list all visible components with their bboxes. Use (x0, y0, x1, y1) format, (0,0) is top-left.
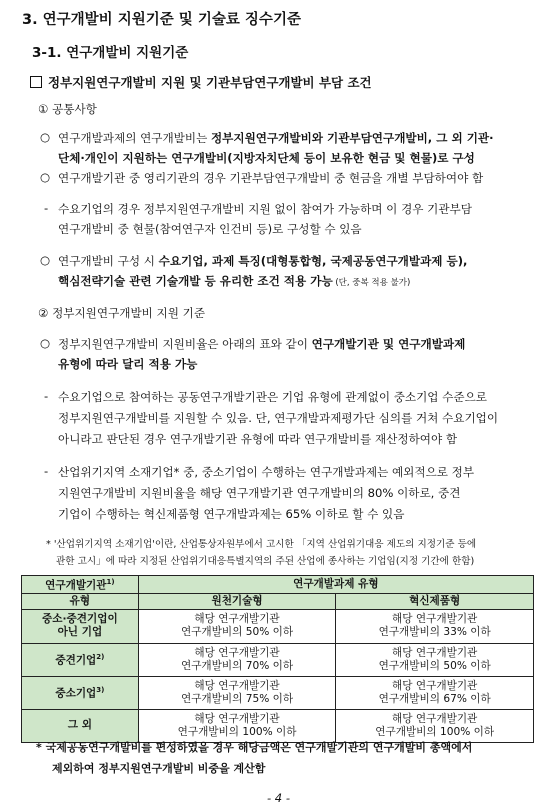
bullet-circle-icon: ○ (40, 253, 51, 267)
table-header-task-type: 연구개발과제 유형 (138, 576, 533, 594)
cell-innovative-product: 해당 연구개발기관 연구개발비의 50% 이하 (336, 643, 534, 676)
table-header-org: 연구개발기관$^{1)}$ (22, 576, 139, 594)
bullet-circle-icon: ○ (40, 130, 51, 144)
cell-innovative-product: 해당 연구개발기관 연구개발비의 33% 이하 (336, 609, 534, 643)
gov-dash-2-line2: 지원연구개발비 지원비율을 해당 연구개발기관 연구개발비의 80% 이하로, 중견 (58, 486, 461, 500)
intl-joint-footnote-line1: * 국제공동연구개발비를 편성하였을 경우 해당금액은 연구개발기관의 연구개발비 총액에서 (36, 741, 473, 754)
cell-innovative-product: 해당 연구개발기관 연구개발비의 67% 이하 (336, 676, 534, 709)
subsection-heading: 3-1. 연구개발비 지원기준 (32, 45, 189, 61)
table-header-org-type: 유형 (22, 593, 139, 609)
section-box-title: 정부지원연구개발비 지원 및 기관부담연구개발비 부담 조건 (30, 73, 372, 91)
common-bullet-3-line2: 핵심전략기술 관련 기술개발 등 유리한 조건 적용 가능 (단, 중복 적용 불가) (58, 274, 411, 288)
row-label: 그 외 (22, 709, 139, 742)
gov-dash-1-line2: 정부지원연구개발비를 지원할 수 있음. 단, 연구개발과제평가단 심의를 거쳐 수요기업이 (58, 411, 499, 425)
page-number: - 4 - (266, 791, 291, 805)
common-bullet-1-line2: 단체·개인이 지원하는 연구개발비(지방자치단체 등이 보유한 현금 및 현물)로 구성 (58, 151, 475, 165)
dash-icon: - (44, 201, 49, 215)
bullet-circle-icon: ○ (40, 336, 51, 350)
cell-source-tech: 해당 연구개발기관 연구개발비의 50% 이하 (138, 609, 336, 643)
support-ratio-table (21, 575, 534, 743)
table-row (22, 609, 534, 643)
intl-joint-footnote-line2: 제외하여 정부지원연구개발비 비중을 계산함 (52, 762, 266, 775)
gov-dash-1-line3: 아니라고 판단된 경우 연구개발기관 유형에 따라 연구개발비를 재산정하여야 함 (58, 432, 458, 446)
gov-dash-1-line1: 수요기업으로 참여하는 공동연구개발기관은 기업 유형에 관계없이 중소기업 수준으로 (58, 390, 487, 404)
common-items-title: ① 공통사항 (38, 102, 97, 116)
row-label: 중견기업$^{2)}$ (22, 643, 139, 676)
row-label: 중소기업$^{3)}$ (22, 676, 139, 709)
cell-source-tech: 해당 연구개발기관 연구개발비의 70% 이하 (138, 643, 336, 676)
table-header-source-tech: 원천기술형 (138, 593, 336, 609)
gov-bullet-1-line1: 정부지원연구개발비 지원비율은 아래의 표와 같이 연구개발기관 및 연구개발과제 (58, 337, 466, 351)
gov-dash-2-line3: 기업이 수행하는 혁신제품형 연구개발과제는 65% 이하로 할 수 있음 (58, 507, 405, 521)
common-dash-1-line1: 수요기업의 경우 정부지원연구개발비 지원 없이 참여가 가능하며 이 경우 기관부담 (58, 202, 472, 216)
gov-dash-2-line1: 산업위기지역 소재기업* 중, 중소기업이 수행하는 연구개발과제는 예외적으로 정부 (58, 465, 475, 479)
common-dash-1-line2: 연구개발비 중 현물(참여연구자 인건비 등)로 구성할 수 있음 (58, 222, 362, 236)
cell-source-tech: 해당 연구개발기관 연구개발비의 100% 이하 (138, 709, 336, 742)
table-row (22, 709, 534, 742)
cell-source-tech: 해당 연구개발기관 연구개발비의 75% 이하 (138, 676, 336, 709)
gov-support-title: ② 정부지원연구개발비 지원 기준 (38, 306, 206, 320)
dash-icon: - (44, 464, 49, 478)
industry-crisis-note-line1: * '산업위기지역 소재기업'이란, 산업통상자원부에서 고시한 「지역 산업위기대응 제도의 지정기준 등에 (46, 539, 477, 550)
industry-crisis-note-line2: 관한 고시」에 따라 지정된 산업위기대응특별지역의 주된 산업에 종사하는 기업임(지정 기간에 한함) (56, 556, 475, 567)
square-bullet-icon (30, 76, 42, 88)
table-header-innovative-product: 혁신제품형 (336, 593, 534, 609)
dash-icon: - (44, 389, 49, 403)
common-bullet-1-line1: 연구개발과제의 연구개발비는 정부지원연구개발비와 기관부담연구개발비, 그 외 기관· (58, 131, 494, 145)
gov-bullet-1-line2: 유형에 따라 달리 적용 가능 (58, 357, 198, 371)
row-label: 중소·중견기업이 아닌 기업 (22, 609, 139, 643)
bullet-circle-icon: ○ (40, 170, 51, 184)
table-row (22, 643, 534, 676)
common-bullet-2: 연구개발기관 중 영리기관의 경우 기관부담연구개발비 중 현금을 개별 부담하여야 함 (58, 171, 484, 185)
table-row (22, 676, 534, 709)
common-bullet-3-line1: 연구개발비 구성 시 수요기업, 과제 특징(대형통합형, 국제공동연구개발과제 등), (58, 254, 468, 268)
page-heading: 3. 연구개발비 지원기준 및 기술료 징수기준 (22, 12, 301, 28)
cell-innovative-product: 해당 연구개발기관 연구개발비의 100% 이하 (336, 709, 534, 742)
